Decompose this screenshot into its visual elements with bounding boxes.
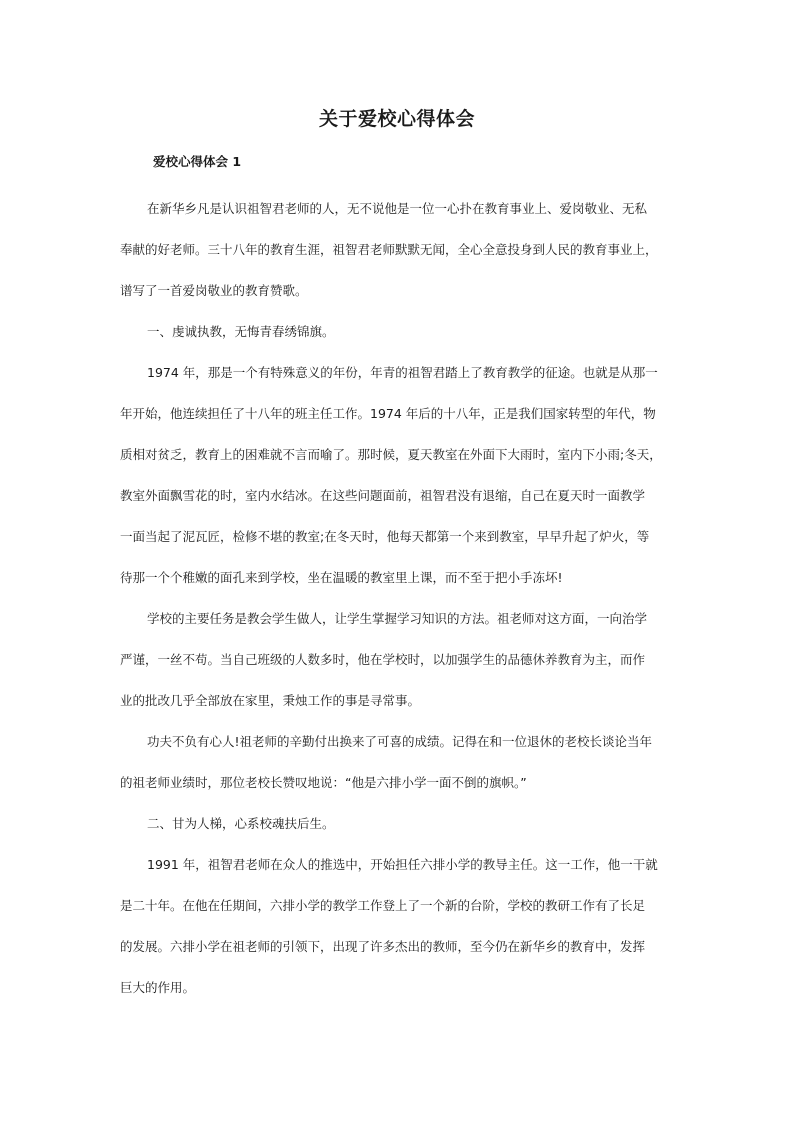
paragraph-line: 谱写了一首爱岗敬业的教育赞歌。: [120, 283, 308, 298]
paragraph-line: 教室外面飘雪花的时，室内水结冰。在这些问题面前，祖智君没有退缩，自己在夏天时一面教学: [120, 488, 646, 503]
paragraph-line: 是二十年。在他在任期间，六排小学的教学工作登上了一个新的台阶，学校的教研工作有了长足: [120, 898, 646, 913]
paragraph-line: 年开始，他连续担任了十八年的班主任工作。1974 年后的十八年，正是我们国家转型的年代，物: [120, 406, 656, 421]
paragraph: [120, 721, 668, 803]
paragraph-line: 严谨，一丝不苟。当自己班级的人数多时，他在学校时，以加强学生的品德休养教育为主，而作: [120, 652, 646, 667]
paragraph-line: 在新华乡凡是认识祖智君老师的人，无不说他是一位一心扑在教育事业上、爱岗敬业、无私: [147, 201, 648, 216]
paragraph: [120, 188, 668, 311]
paragraph-line: 业的批改几乎全部放在家里，秉烛工作的事是寻常事。: [120, 693, 421, 708]
paragraph-line: 功夫不负有心人!祖老师的辛勤付出换来了可喜的成绩。记得在和一位退休的老校长谈论当年: [147, 734, 653, 749]
paragraph-line: 学校的主要任务是教会学生做人，让学生掌握学习知识的方法。祖老师对这方面，一向治学: [147, 611, 648, 626]
paragraph-line: 的发展。六排小学在祖老师的引领下，出现了许多杰出的教师，至今仍在新华乡的教育中，发挥: [120, 939, 646, 954]
paragraph: [120, 803, 668, 844]
paragraph-line: 一面当起了泥瓦匠，检修不堪的教室;在冬天时，他每天都第一个来到教室，早早升起了炉火，等: [120, 529, 650, 544]
paragraph: [120, 598, 668, 721]
paragraph: [120, 311, 668, 352]
paragraph-line: 二、甘为人梯，心系校魂扶后生。: [147, 816, 335, 831]
document-title: 关于爱校心得体会: [318, 108, 475, 130]
paragraph-line: 质相对贫乏，教育上的困难就不言而喻了。那时候，夏天教室在外面下大雨时，室内下小雨;冬天，: [120, 447, 662, 462]
paragraph: [120, 844, 668, 1008]
paragraph-line: 待那一个个稚嫩的面孔来到学校，坐在温暖的教室里上课，而不至于把小手冻坏!: [120, 570, 563, 585]
paragraph-line: 1991 年，祖智君老师在众人的推选中，开始担任六排小学的教导主任。这一工作，他一干就: [147, 857, 658, 872]
paragraph-line: 奉献的好老师。三十八年的教育生涯，祖智君老师默默无闻，全心全意投身到人民的教育事业上，: [120, 242, 658, 257]
paragraph-line: 的祖老师业绩时，那位老校长赞叹地说：“他是六排小学一面不倒的旗帜。”: [120, 775, 527, 790]
document-body: [120, 188, 668, 1008]
section-subtitle: 爱校心得体会 1: [153, 154, 242, 169]
paragraph-line: 巨大的作用。: [120, 980, 196, 995]
paragraph-line: 一、虔诚执教，无悔青春绣锦旗。: [147, 324, 335, 339]
paragraph-line: 1974 年，那是一个有特殊意义的年份，年青的祖智君踏上了教育教学的征途。也就是从那一: [147, 365, 658, 380]
paragraph: [120, 352, 668, 598]
